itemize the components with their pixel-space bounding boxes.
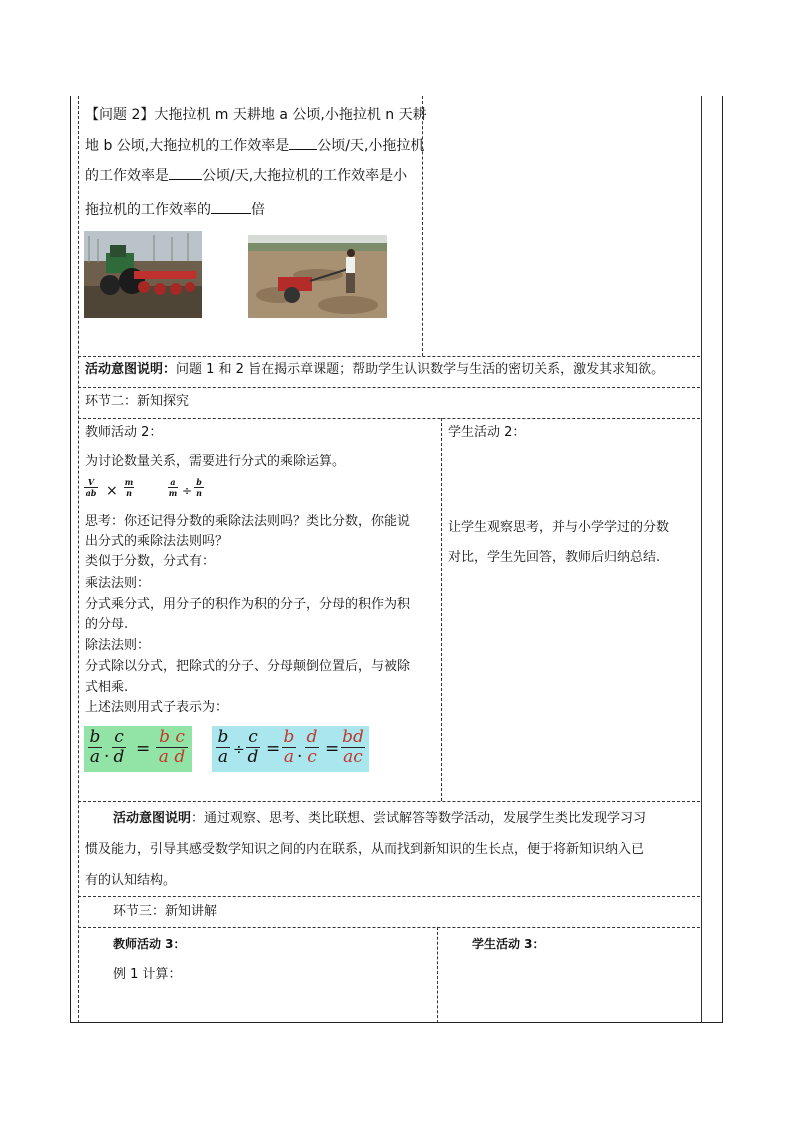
expr1-frac1 bbox=[84, 478, 98, 497]
table-inner-right-border bbox=[701, 96, 702, 1023]
denominator: a bbox=[217, 747, 229, 767]
denominator: ab bbox=[85, 488, 97, 498]
expr1-operator: × bbox=[106, 483, 118, 499]
row3-column-divider bbox=[441, 418, 442, 801]
student2-title: 学生活动 2： bbox=[448, 425, 526, 440]
think-line2: 出分式的乘除法法则吗？ bbox=[85, 534, 229, 549]
formula-intro: 上述法则用式子表示为： bbox=[85, 700, 229, 715]
teacher3-title: 教师活动 3： bbox=[113, 937, 186, 951]
think-line1: 思考：你还记得分数的乘除法法则吗？类比分数，你能说 bbox=[85, 514, 411, 529]
f2-frac-a bbox=[216, 729, 230, 766]
numerator: b bbox=[283, 727, 295, 747]
row-divider bbox=[78, 896, 700, 897]
example1: 例 1 计算： bbox=[113, 967, 182, 982]
problem2-line4 bbox=[85, 201, 265, 217]
problem2-text: 大拖拉机 m 天耕地 a 公顷,小拖拉机 n 天耕 bbox=[154, 107, 427, 123]
f1-equals: = bbox=[136, 739, 151, 759]
student2-line2: 对比，学生先回答，教师后归纳总结. bbox=[448, 550, 661, 565]
answer-blank[interactable] bbox=[289, 137, 317, 150]
student3-title: 学生活动 3： bbox=[472, 937, 545, 951]
f2-equals-2: = bbox=[325, 739, 340, 759]
f1-dot: . bbox=[104, 742, 110, 762]
denominator: d bbox=[113, 747, 125, 767]
problem2-line2 bbox=[85, 137, 424, 153]
mul-rule-line2: 的分母. bbox=[85, 617, 129, 632]
mul-rule-line1: 分式乘分式，用分子的积作为积的分子，分母的积作为积 bbox=[85, 597, 411, 612]
expr2-frac1 bbox=[168, 478, 178, 497]
answer-blank[interactable] bbox=[169, 167, 202, 180]
denominator: a d bbox=[158, 747, 186, 767]
problem2-text: 公顷/天,大拖拉机的工作效率是小 bbox=[202, 168, 408, 184]
expr2-operator: ÷ bbox=[182, 484, 193, 498]
row-divider bbox=[78, 387, 700, 388]
intent2-line2: 惯及能力，引导其感受数学知识之间的内在联系，从而找到新知识的生长点，便于将新知识纳入已 bbox=[85, 842, 645, 857]
intent2-line1 bbox=[113, 812, 646, 825]
numerator: bd bbox=[342, 727, 364, 747]
intent-text: ：通过观察、思考、类比联想、尝试解答等数学活动，发展学生类比发现学习习 bbox=[191, 811, 647, 826]
f1-frac-result bbox=[156, 729, 188, 766]
denominator: n bbox=[126, 488, 132, 498]
f2-dot: . bbox=[297, 742, 303, 762]
f2-frac-result bbox=[341, 729, 365, 766]
numerator: V bbox=[87, 477, 95, 487]
problem2-line3 bbox=[85, 167, 407, 183]
intent-label: 活动意图说明： bbox=[85, 362, 177, 377]
section2-title: 环节二：新知探究 bbox=[85, 394, 190, 409]
problem2-text: 拖拉机的工作效率的 bbox=[85, 202, 211, 218]
denominator: ac bbox=[343, 747, 363, 767]
numerator: b bbox=[217, 727, 229, 747]
teacher2-title: 教师活动 2： bbox=[85, 425, 163, 440]
intent2-line3: 有的认知结构。 bbox=[85, 873, 177, 888]
f2-equals: = bbox=[266, 739, 281, 759]
problem2-text: 地 b 公顷,大拖拉机的工作效率是 bbox=[85, 138, 290, 154]
large-tractor-photo bbox=[84, 231, 202, 318]
div-rule-title: 除法法则： bbox=[85, 638, 151, 653]
f1-frac-a bbox=[88, 729, 102, 766]
problem2-text: 的工作效率是 bbox=[85, 168, 169, 184]
denominator: m bbox=[168, 488, 178, 498]
div-rule-line2: 式相乘. bbox=[85, 680, 129, 695]
teacher2-line1: 为讨论数量关系，需要进行分式的乘除运算。 bbox=[85, 454, 346, 469]
answer-blank[interactable] bbox=[211, 201, 251, 214]
denominator: c bbox=[307, 747, 317, 767]
denominator: a bbox=[89, 747, 101, 767]
f2-frac-c bbox=[282, 729, 296, 766]
row5-column-divider bbox=[437, 927, 438, 1023]
numerator: c bbox=[114, 727, 124, 747]
expr2-frac2 bbox=[194, 478, 204, 497]
numerator: m bbox=[124, 477, 134, 487]
intent-label: 活动意图说明 bbox=[113, 811, 192, 826]
mul-rule-title: 乘法法则： bbox=[85, 576, 151, 591]
denominator: d bbox=[247, 747, 259, 767]
numerator: c bbox=[248, 727, 258, 747]
numerator: b c bbox=[159, 727, 185, 747]
expr1-frac2 bbox=[124, 478, 134, 497]
div-rule-line1: 分式除以分式，把除式的分子、分母颠倒位置后，与被除 bbox=[85, 659, 411, 674]
row-divider bbox=[78, 356, 700, 357]
row-divider bbox=[78, 801, 700, 802]
numerator: b bbox=[89, 727, 101, 747]
numerator: d bbox=[306, 727, 318, 747]
f2-divide: ÷ bbox=[233, 742, 245, 758]
problem2-line1 bbox=[85, 108, 427, 122]
section3-title: 环节三：新知讲解 bbox=[113, 904, 218, 919]
intent-text: 问题 1 和 2 旨在揭示章课题；帮助学生认识数学与生活的密切关系，激发其求知欲。 bbox=[176, 362, 665, 377]
row-divider bbox=[78, 927, 700, 928]
row-divider bbox=[78, 418, 700, 419]
similar-line: 类似于分数，分式有： bbox=[85, 554, 216, 569]
intent1-row bbox=[85, 363, 664, 376]
small-tractor-photo bbox=[248, 235, 387, 318]
table-left-dash bbox=[78, 96, 79, 1023]
numerator: b bbox=[196, 477, 202, 487]
f2-frac-b bbox=[246, 729, 260, 766]
denominator: a bbox=[283, 747, 295, 767]
problem2-label: 【问题 2】 bbox=[85, 107, 155, 123]
numerator: a bbox=[170, 477, 176, 487]
problem2-text: 公顷/天,小拖拉机 bbox=[317, 138, 425, 154]
denominator: n bbox=[196, 488, 202, 498]
row1-column-divider bbox=[422, 96, 423, 356]
student2-line1: 让学生观察思考，并与小学学过的分数 bbox=[448, 520, 670, 535]
f1-frac-b bbox=[112, 729, 126, 766]
problem2-text: 倍 bbox=[251, 202, 265, 218]
f2-frac-e bbox=[305, 729, 319, 766]
